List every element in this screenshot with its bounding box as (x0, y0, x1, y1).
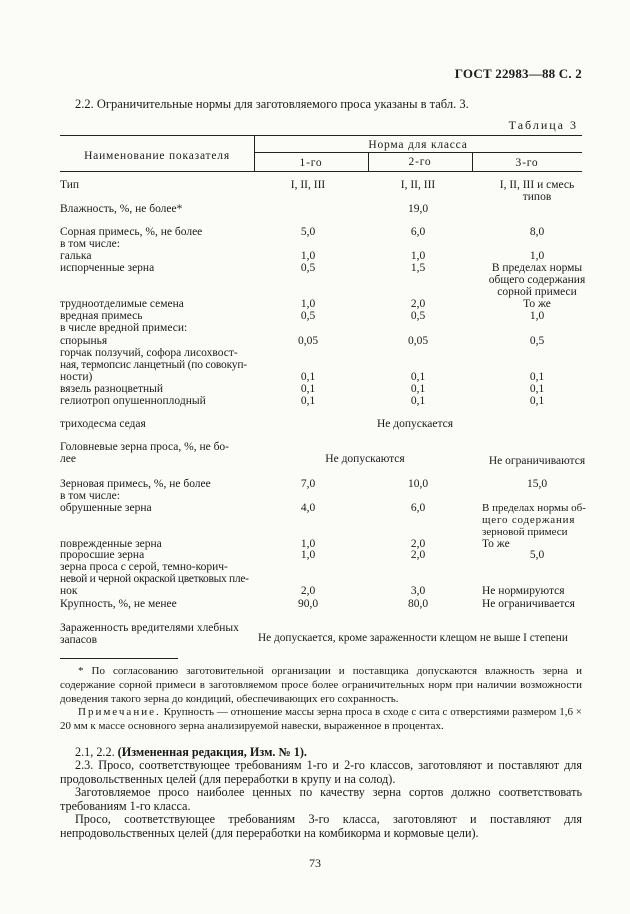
cell-class-3: сорной примеси (497, 286, 577, 298)
class-2-header: 2-го (408, 156, 432, 168)
table-top-rule (60, 135, 582, 136)
cell-class-2: 6,0 (410, 226, 426, 238)
note-label: Примечание. (78, 706, 161, 718)
cell-class-1: 0,1 (300, 383, 316, 395)
cell-class-2: 0,5 (410, 310, 426, 322)
row-name: вязель разноцветный (60, 383, 164, 395)
cell-class-3: Не ограничиваются (488, 455, 586, 467)
intro-paragraph: 2.2. Ограничительные нормы для заготовляемого проса указаны в табл. 3. (75, 97, 469, 111)
row-name: проросшие зерна (60, 549, 145, 561)
cell-class-1: 0,5 (300, 310, 316, 322)
cell-class-2: 3,0 (410, 585, 426, 597)
note-text: Крупность — отношение массы зерна проса в сходе с сита с отверстиями размером 1,6 × 20 мм к массе основного зерна анализируемой навески, выраженное в процентах. (60, 706, 583, 732)
cell-class-1: 1,0 (300, 549, 316, 561)
row-name-sub: в том числе: (60, 238, 120, 250)
cell-class-3: 0,5 (529, 335, 545, 347)
cell-class-3: 15,0 (526, 478, 548, 490)
cell-class-3: То же (523, 298, 551, 310)
amendment-paragraph (60, 745, 582, 759)
table-caption: Таблица 3 (508, 118, 578, 132)
cell-class-1: 0,1 (300, 395, 316, 407)
header-bottom-rule (60, 171, 582, 172)
cell-class-2: 2,0 (410, 298, 426, 310)
cell-class-2: 2,0 (410, 538, 426, 550)
cell-class-2: 0,05 (407, 335, 429, 347)
cell-class-3: общего содержания (488, 274, 586, 286)
cell-class-1: 5,0 (300, 226, 316, 238)
cell-class-3: 0,1 (529, 383, 545, 395)
row-name: лее (60, 453, 76, 465)
cell-class-3: То же (482, 538, 510, 550)
row-name: зерна проса с серой, темно-корич- (60, 561, 228, 573)
row-name: Зерновая примесь, %, не более (60, 478, 211, 490)
cell-class-2: 2,0 (410, 549, 426, 561)
row-name: нок (60, 585, 78, 597)
cell-class-1: 90,0 (297, 598, 319, 610)
class-3-header: 3-го (515, 157, 539, 169)
paragraph-valuable-varieties: Заготовляемое просо наиболее ценных по качеству зерна сортов должно соответствовать требованиям 1-го класса. (60, 785, 582, 813)
cell-class-3: зерновой примеси (482, 526, 568, 538)
cell-class-3: 1,0 (529, 310, 545, 322)
row-name-sub: в том числе: (60, 490, 120, 502)
cell-class-3: 8,0 (529, 226, 545, 238)
cell-class-3: щего содержания (482, 514, 576, 526)
cell-class-3: I, II, III и смесь (499, 179, 575, 191)
cell-class-2: 0,1 (410, 371, 426, 383)
row-name: триходесма седая (60, 418, 146, 430)
paragraph-2-3: 2.3. Просо, соответствующее требованиям 1-го и 2-го классов, заготовляют и поставляют для продовольственных целей (для переработки в крупу и на солод). (60, 758, 582, 786)
row-name: Крупность, %, не менее (60, 598, 177, 610)
row-name: Головневые зерна проса, %, не бо- (60, 441, 230, 453)
cell-class-3: типов (522, 191, 552, 203)
col-name-header: Наименование показателя (84, 150, 230, 162)
row-name: спорынья (60, 335, 108, 347)
cell-class-3: 5,0 (529, 549, 545, 561)
amendment-number: 2.1, 2.2. (75, 745, 115, 759)
row-name: горчак ползучий, софора лисохвост- (60, 347, 238, 359)
cell-class-1: 0,1 (300, 371, 316, 383)
cell-class-3: Не нормируются (482, 585, 565, 597)
cell-class-1: 7,0 (300, 478, 316, 490)
row-name-sub: в числе вредной примеси: (60, 322, 188, 334)
cell-class-1-2: Не допускаются (325, 453, 405, 465)
cell-class-3: 0,1 (529, 371, 545, 383)
cell-class-2: 80,0 (407, 598, 429, 610)
footnote: * По согласованию заготовительной организации и поставщика допускаются влажность зерна и содержание сорной примеси в заготовляемом просе более ограничительных норм при наличии возможности доведения такого зерна до кондиций, обеспечивающих его сохранность. (60, 665, 582, 705)
cell-class-1: 1,0 (300, 538, 316, 550)
cell-class-3: 1,0 (529, 250, 545, 262)
row-name: Зараженность вредителями хлебных (60, 622, 239, 634)
page-number: 73 (309, 856, 321, 870)
cell-class-1: 0,05 (297, 335, 319, 347)
row-name: ности) (60, 371, 93, 383)
cell-class-1: 1,0 (300, 298, 316, 310)
cell-all-classes: Не допускается (376, 418, 454, 430)
cell-class-2: 0,1 (410, 383, 426, 395)
cell-class-1: 4,0 (300, 502, 316, 514)
cell-class-3: В пределах нормы (491, 262, 583, 274)
class-1-header: 1-го (299, 157, 323, 169)
col-group-header: Норма для класса (368, 139, 468, 151)
amendment-text: (Измененная редакция, Изм. № 1). (117, 745, 307, 759)
cell-class-3: В пределах нормы об- (482, 502, 586, 514)
table-note (60, 705, 582, 733)
row-name: Сорная примесь, %, не более (60, 226, 203, 238)
cell-class-3: Не ограничивается (482, 598, 575, 610)
row-name: испорченные зерна (60, 262, 155, 274)
cell-class-1: 1,0 (300, 250, 316, 262)
cell-all-classes: Не допускается, кроме зараженности клещом не выше I степени (258, 632, 568, 644)
footnote-rule (60, 658, 178, 659)
cell-class-2: 1,0 (410, 250, 426, 262)
cell-class-2: 10,0 (407, 478, 429, 490)
row-name: гелиотроп опушенноплодный (60, 395, 206, 407)
row-name: ная, термопсис ланцетный (по совокуп- (60, 359, 247, 371)
row-name: трудноотделимые семена (60, 298, 184, 310)
cell-class-1: I, II, III (290, 179, 326, 191)
cell-class-2: 6,0 (410, 502, 426, 514)
row-name: Тип (60, 179, 80, 191)
row-name: невой и черной окраской цветковых пле- (60, 573, 249, 585)
row-name: галька (60, 250, 92, 262)
group-rule (254, 152, 582, 153)
page-header: ГОСТ 22983—88 С. 2 (454, 66, 582, 81)
row-name: Влажность, %, не более* (60, 203, 183, 215)
row-name: вредная примесь (60, 310, 143, 322)
row-name: обрушенные зерна (60, 502, 152, 514)
cell-class-2: 1,5 (410, 262, 426, 274)
row-name: запасов (60, 634, 98, 646)
cell-class-1: 2,0 (300, 585, 316, 597)
cell-all-classes: 19,0 (407, 203, 429, 215)
cell-class-1: 0,5 (300, 262, 316, 274)
row-name: поврежденные зерна (60, 538, 162, 550)
paragraph-class-3: Просо, соответствующее требованиям 3-го класса, заготовляют и поставляют для непродовольственных целей (для переработки на комбикорма и кормовые цели). (60, 812, 582, 840)
cell-class-3: 0,1 (529, 395, 545, 407)
cell-class-2: I, II, III (400, 179, 436, 191)
cell-class-2: 0,1 (410, 395, 426, 407)
